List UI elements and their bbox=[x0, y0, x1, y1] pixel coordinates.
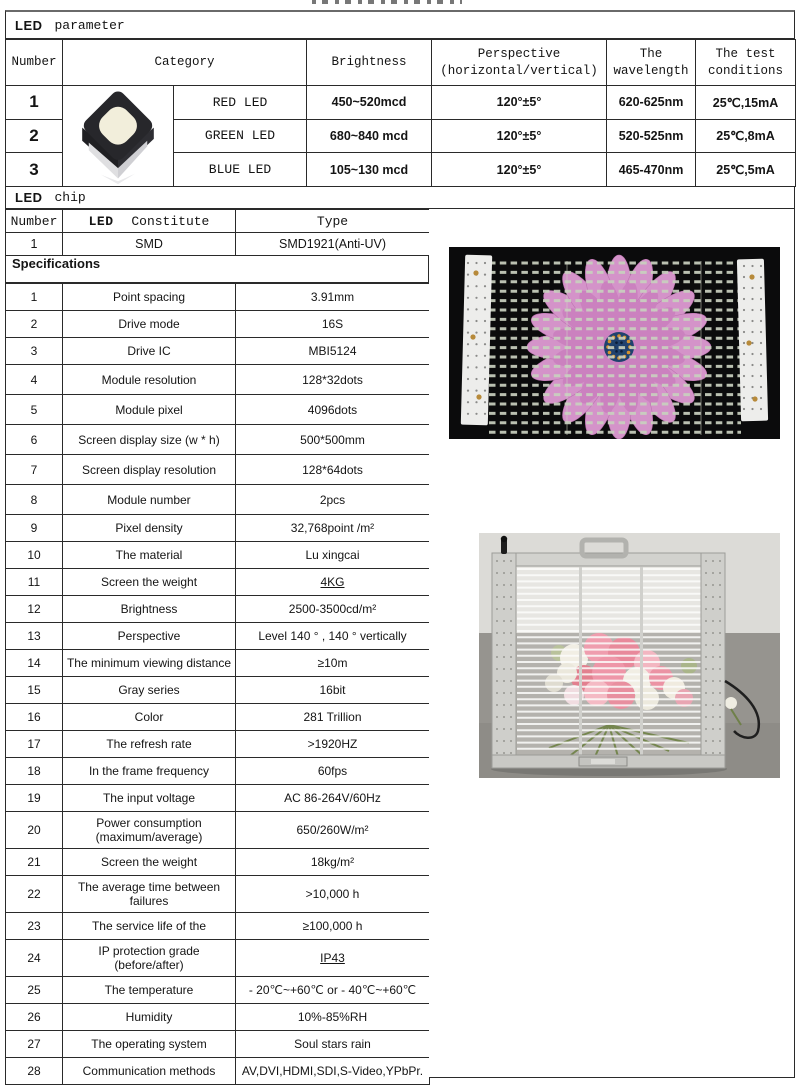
led-wavelength: 465-470nm bbox=[607, 153, 696, 187]
spec-label: The operating system bbox=[63, 1031, 236, 1058]
spec-label: Drive IC bbox=[63, 338, 236, 365]
spec-value: >10,000 h bbox=[236, 876, 430, 913]
spec-label: Screen the weight bbox=[63, 849, 236, 876]
spec-row bbox=[6, 849, 430, 876]
spec-number: 6 bbox=[6, 425, 63, 455]
led-parameter-heading-bold: LED bbox=[15, 17, 43, 33]
spec-value: - 20℃~+60℃ or - 40℃~+60℃ bbox=[236, 977, 430, 1004]
spec-row bbox=[6, 1031, 430, 1058]
photo-led-panel-bouquet bbox=[479, 533, 780, 778]
spec-row bbox=[6, 569, 430, 596]
spec-row bbox=[6, 311, 430, 338]
spec-value: 60fps bbox=[236, 758, 430, 785]
spec-number: 15 bbox=[6, 677, 63, 704]
spec-label: In the frame frequency bbox=[63, 758, 236, 785]
led-chip-header-row bbox=[6, 210, 430, 233]
spec-label: Power consumption (maximum/average) bbox=[63, 812, 236, 849]
led-perspective: 120°±5° bbox=[432, 153, 607, 187]
spec-value: 2pcs bbox=[236, 485, 430, 515]
spec-row bbox=[6, 485, 430, 515]
spec-label: Humidity bbox=[63, 1004, 236, 1031]
spec-value: ≥100,000 h bbox=[236, 913, 430, 940]
spec-value: 500*500mm bbox=[236, 425, 430, 455]
led-parameter-heading-rest: parameter bbox=[54, 17, 125, 33]
spec-number: 1 bbox=[6, 284, 63, 311]
spec-value: 16bit bbox=[236, 677, 430, 704]
spec-value: 128*32dots bbox=[236, 365, 430, 395]
chip-type: SMD1921(Anti-UV) bbox=[236, 233, 430, 256]
spec-number: 11 bbox=[6, 569, 63, 596]
spec-number: 23 bbox=[6, 913, 63, 940]
row-number: 2 bbox=[6, 119, 63, 153]
led-wavelength: 520-525nm bbox=[607, 119, 696, 153]
spec-row bbox=[6, 731, 430, 758]
spec-value: AC 86-264V/60Hz bbox=[236, 785, 430, 812]
led-name: RED LED bbox=[174, 86, 307, 120]
led-parameter-header-row bbox=[6, 40, 796, 86]
product-photos-cell bbox=[429, 209, 795, 1078]
spec-value: Soul stars rain bbox=[236, 1031, 430, 1058]
spec-row bbox=[6, 515, 430, 542]
specifications-table bbox=[5, 283, 430, 1085]
col-test-conditions: The test conditions bbox=[696, 40, 796, 86]
spec-value: 2500-3500cd/m² bbox=[236, 596, 430, 623]
col-led-constitute: LED Constitute bbox=[63, 210, 236, 233]
smd-led-image bbox=[72, 88, 164, 186]
spec-number: 25 bbox=[6, 977, 63, 1004]
led-name: BLUE LED bbox=[174, 153, 307, 187]
spec-label: Drive mode bbox=[63, 311, 236, 338]
spec-row bbox=[6, 425, 430, 455]
spec-row bbox=[6, 977, 430, 1004]
row-number: 1 bbox=[6, 86, 63, 120]
spec-row bbox=[6, 876, 430, 913]
spec-row bbox=[6, 650, 430, 677]
spec-value: ≥10m bbox=[236, 650, 430, 677]
spec-label: Gray series bbox=[63, 677, 236, 704]
spec-label: The average time between failures bbox=[63, 876, 236, 913]
spec-label: Screen display size (w * h) bbox=[63, 425, 236, 455]
col-number: Number bbox=[6, 210, 63, 233]
spec-row bbox=[6, 677, 430, 704]
led-perspective: 120°±5° bbox=[432, 119, 607, 153]
spec-number: 4 bbox=[6, 365, 63, 395]
row-number: 3 bbox=[6, 153, 63, 187]
col-perspective: Perspective (horizontal/vertical) bbox=[432, 40, 607, 86]
spec-value: 4096dots bbox=[236, 395, 430, 425]
spec-row bbox=[6, 623, 430, 650]
spec-number: 7 bbox=[6, 455, 63, 485]
spec-label: Color bbox=[63, 704, 236, 731]
cropped-title-fragment bbox=[312, 0, 462, 4]
spec-number: 17 bbox=[6, 731, 63, 758]
spec-number: 20 bbox=[6, 812, 63, 849]
spec-number: 12 bbox=[6, 596, 63, 623]
spec-label: The refresh rate bbox=[63, 731, 236, 758]
spec-number: 26 bbox=[6, 1004, 63, 1031]
led-parameter-heading bbox=[5, 10, 795, 39]
led-chip-heading-rest: chip bbox=[54, 190, 86, 205]
spec-number: 22 bbox=[6, 876, 63, 913]
spec-number: 19 bbox=[6, 785, 63, 812]
spec-number: 8 bbox=[6, 485, 63, 515]
led-wavelength: 620-625nm bbox=[607, 86, 696, 120]
spec-row bbox=[6, 1004, 430, 1031]
spec-number: 9 bbox=[6, 515, 63, 542]
spec-row bbox=[6, 365, 430, 395]
photo-led-mesh-flower bbox=[449, 247, 780, 439]
col-category: Category bbox=[63, 40, 307, 86]
led-test-conditions: 25℃,8mA bbox=[696, 119, 796, 153]
spec-number: 5 bbox=[6, 395, 63, 425]
spec-value: 650/260W/m² bbox=[236, 812, 430, 849]
led-chip-heading-bold: LED bbox=[15, 190, 43, 205]
spec-row bbox=[6, 542, 430, 569]
spec-label: The temperature bbox=[63, 977, 236, 1004]
led-name: GREEN LED bbox=[174, 119, 307, 153]
spec-label: Pixel density bbox=[63, 515, 236, 542]
led-brightness: 450~520mcd bbox=[307, 86, 432, 120]
spec-label: IP protection grade (before/after) bbox=[63, 940, 236, 977]
led-perspective: 120°±5° bbox=[432, 86, 607, 120]
col-wavelength: The wavelength bbox=[607, 40, 696, 86]
spec-value: 10%-85%RH bbox=[236, 1004, 430, 1031]
led-brightness: 105~130 mcd bbox=[307, 153, 432, 187]
spec-label: The material bbox=[63, 542, 236, 569]
spec-row bbox=[6, 812, 430, 849]
led-parameter-table bbox=[5, 39, 796, 187]
spec-number: 10 bbox=[6, 542, 63, 569]
spec-number: 21 bbox=[6, 849, 63, 876]
spec-value: 281 Trillion bbox=[236, 704, 430, 731]
spec-value: AV,DVI,HDMI,SDI,S-Video,YPbPr. bbox=[236, 1058, 430, 1085]
spec-row bbox=[6, 704, 430, 731]
spec-label: The service life of the bbox=[63, 913, 236, 940]
spec-value: Level 140 ° , 140 ° vertically bbox=[236, 623, 430, 650]
spec-row bbox=[6, 758, 430, 785]
spec-label: Communication methods bbox=[63, 1058, 236, 1085]
spec-label: Module resolution bbox=[63, 365, 236, 395]
spec-label: Brightness bbox=[63, 596, 236, 623]
spec-number: 28 bbox=[6, 1058, 63, 1085]
spec-label: Screen display resolution bbox=[63, 455, 236, 485]
spec-number: 13 bbox=[6, 623, 63, 650]
spec-label: Module pixel bbox=[63, 395, 236, 425]
spec-value: IP43 bbox=[236, 940, 430, 977]
spec-value: 3.91mm bbox=[236, 284, 430, 311]
spec-row bbox=[6, 940, 430, 977]
spec-row bbox=[6, 284, 430, 311]
spec-number: 3 bbox=[6, 338, 63, 365]
spec-value: 18kg/m² bbox=[236, 849, 430, 876]
spec-value: MBI5124 bbox=[236, 338, 430, 365]
led-test-conditions: 25℃,5mA bbox=[696, 153, 796, 187]
chip-constitute: SMD bbox=[63, 233, 236, 256]
spec-row bbox=[6, 338, 430, 365]
spec-number: 16 bbox=[6, 704, 63, 731]
spec-row bbox=[6, 785, 430, 812]
spec-label: Perspective bbox=[63, 623, 236, 650]
led-chip-table bbox=[5, 209, 430, 256]
spec-row bbox=[6, 1058, 430, 1085]
spec-row bbox=[6, 395, 430, 425]
spec-number: 18 bbox=[6, 758, 63, 785]
led-chip-row bbox=[6, 233, 430, 256]
spec-row bbox=[6, 455, 430, 485]
spec-value: Lu xingcai bbox=[236, 542, 430, 569]
spec-label: Module number bbox=[63, 485, 236, 515]
spec-label: The minimum viewing distance bbox=[63, 650, 236, 677]
spec-label: Screen the weight bbox=[63, 569, 236, 596]
spec-label: The input voltage bbox=[63, 785, 236, 812]
spec-row bbox=[6, 596, 430, 623]
spec-number: 2 bbox=[6, 311, 63, 338]
specifications-heading: Specifications bbox=[5, 256, 429, 283]
spec-value: 4KG bbox=[236, 569, 430, 596]
spec-value: 128*64dots bbox=[236, 455, 430, 485]
col-brightness: Brightness bbox=[307, 40, 432, 86]
spec-value: 16S bbox=[236, 311, 430, 338]
chip-number: 1 bbox=[6, 233, 63, 256]
col-number: Number bbox=[6, 40, 63, 86]
spec-row bbox=[6, 913, 430, 940]
spec-value: 32,768point /m² bbox=[236, 515, 430, 542]
spec-value: >1920HZ bbox=[236, 731, 430, 758]
spec-label: Point spacing bbox=[63, 284, 236, 311]
spec-number: 24 bbox=[6, 940, 63, 977]
led-chip-heading bbox=[5, 187, 795, 209]
led-parameter-row-red bbox=[6, 86, 796, 120]
led-brightness: 680~840 mcd bbox=[307, 119, 432, 153]
spec-number: 27 bbox=[6, 1031, 63, 1058]
led-test-conditions: 25℃,15mA bbox=[696, 86, 796, 120]
spec-number: 14 bbox=[6, 650, 63, 677]
smd-led-photo bbox=[63, 86, 174, 187]
col-type: Type bbox=[236, 210, 430, 233]
